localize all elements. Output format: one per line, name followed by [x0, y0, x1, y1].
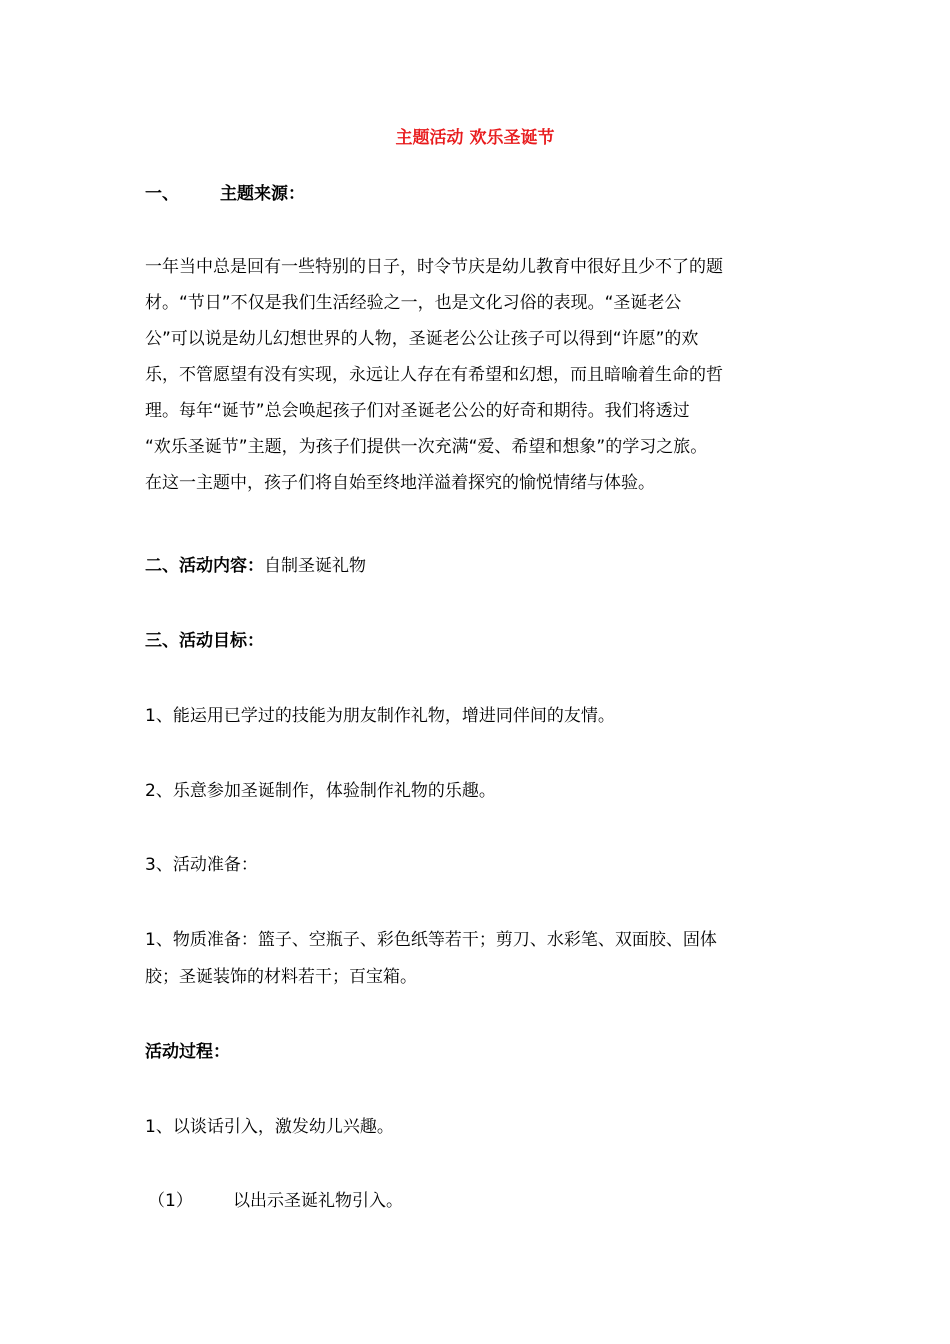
paragraph-line: 公”可以说是幼儿幻想世界的人物，圣诞老公公让孩子可以得到“许愿”的欢	[145, 329, 699, 349]
process-step: 1、以谈话引入，激发幼儿兴趣。	[145, 1117, 394, 1137]
section-1-heading: 主题来源：	[220, 184, 305, 204]
section-1-number: 一、	[145, 184, 179, 204]
sub-step-number: （1）	[148, 1191, 193, 1211]
paragraph-line: 材。“节日”不仅是我们生活经验之一，也是文化习俗的表现。“圣诞老公	[145, 293, 682, 313]
paragraph-line: 理。每年“诞节”总会唤起孩子们对圣诞老公公的好奇和期待。我们将透过	[145, 401, 690, 421]
goal-item: 1、能运用已学过的技能为朋友制作礼物，增进同伴间的友情。	[145, 706, 615, 726]
section-2	[145, 554, 366, 578]
materials-line: 胶；圣诞装饰的材料若干；百宝箱。	[145, 967, 417, 987]
theme-source-paragraph	[145, 255, 810, 507]
paragraph-line: 乐，不管愿望有没有实现，永远让人存在有希望和幻想，而且暗喻着生命的哲	[145, 365, 723, 385]
process-heading: 活动过程：	[145, 1042, 230, 1062]
paragraph-line: “欢乐圣诞节”主题，为孩子们提供一次充满“爱、希望和想象”的学习之旅。	[145, 437, 708, 457]
section-2-content: 自制圣诞礼物	[264, 556, 366, 576]
paragraph-line: 在这一主题中，孩子们将自始至终地洋溢着探究的愉悦情绪与体验。	[145, 473, 655, 493]
document-title: 主题活动 欢乐圣诞节	[395, 128, 555, 148]
sub-step-text: 以出示圣诞礼物引入。	[233, 1191, 403, 1211]
section-3-heading: 三、活动目标：	[145, 631, 264, 651]
paragraph-line: 一年当中总是回有一些特别的日子，时令节庆是幼儿教育中很好且少不了的题	[145, 257, 723, 277]
section-2-heading: 二、活动内容：	[145, 556, 264, 576]
goal-item: 2、乐意参加圣诞制作，体验制作礼物的乐趣。	[145, 781, 496, 801]
goal-item: 3、活动准备：	[145, 855, 258, 875]
materials-line: 1、物质准备：篮子、空瓶子、彩色纸等若干；剪刀、水彩笔、双面胶、固体	[145, 930, 717, 950]
